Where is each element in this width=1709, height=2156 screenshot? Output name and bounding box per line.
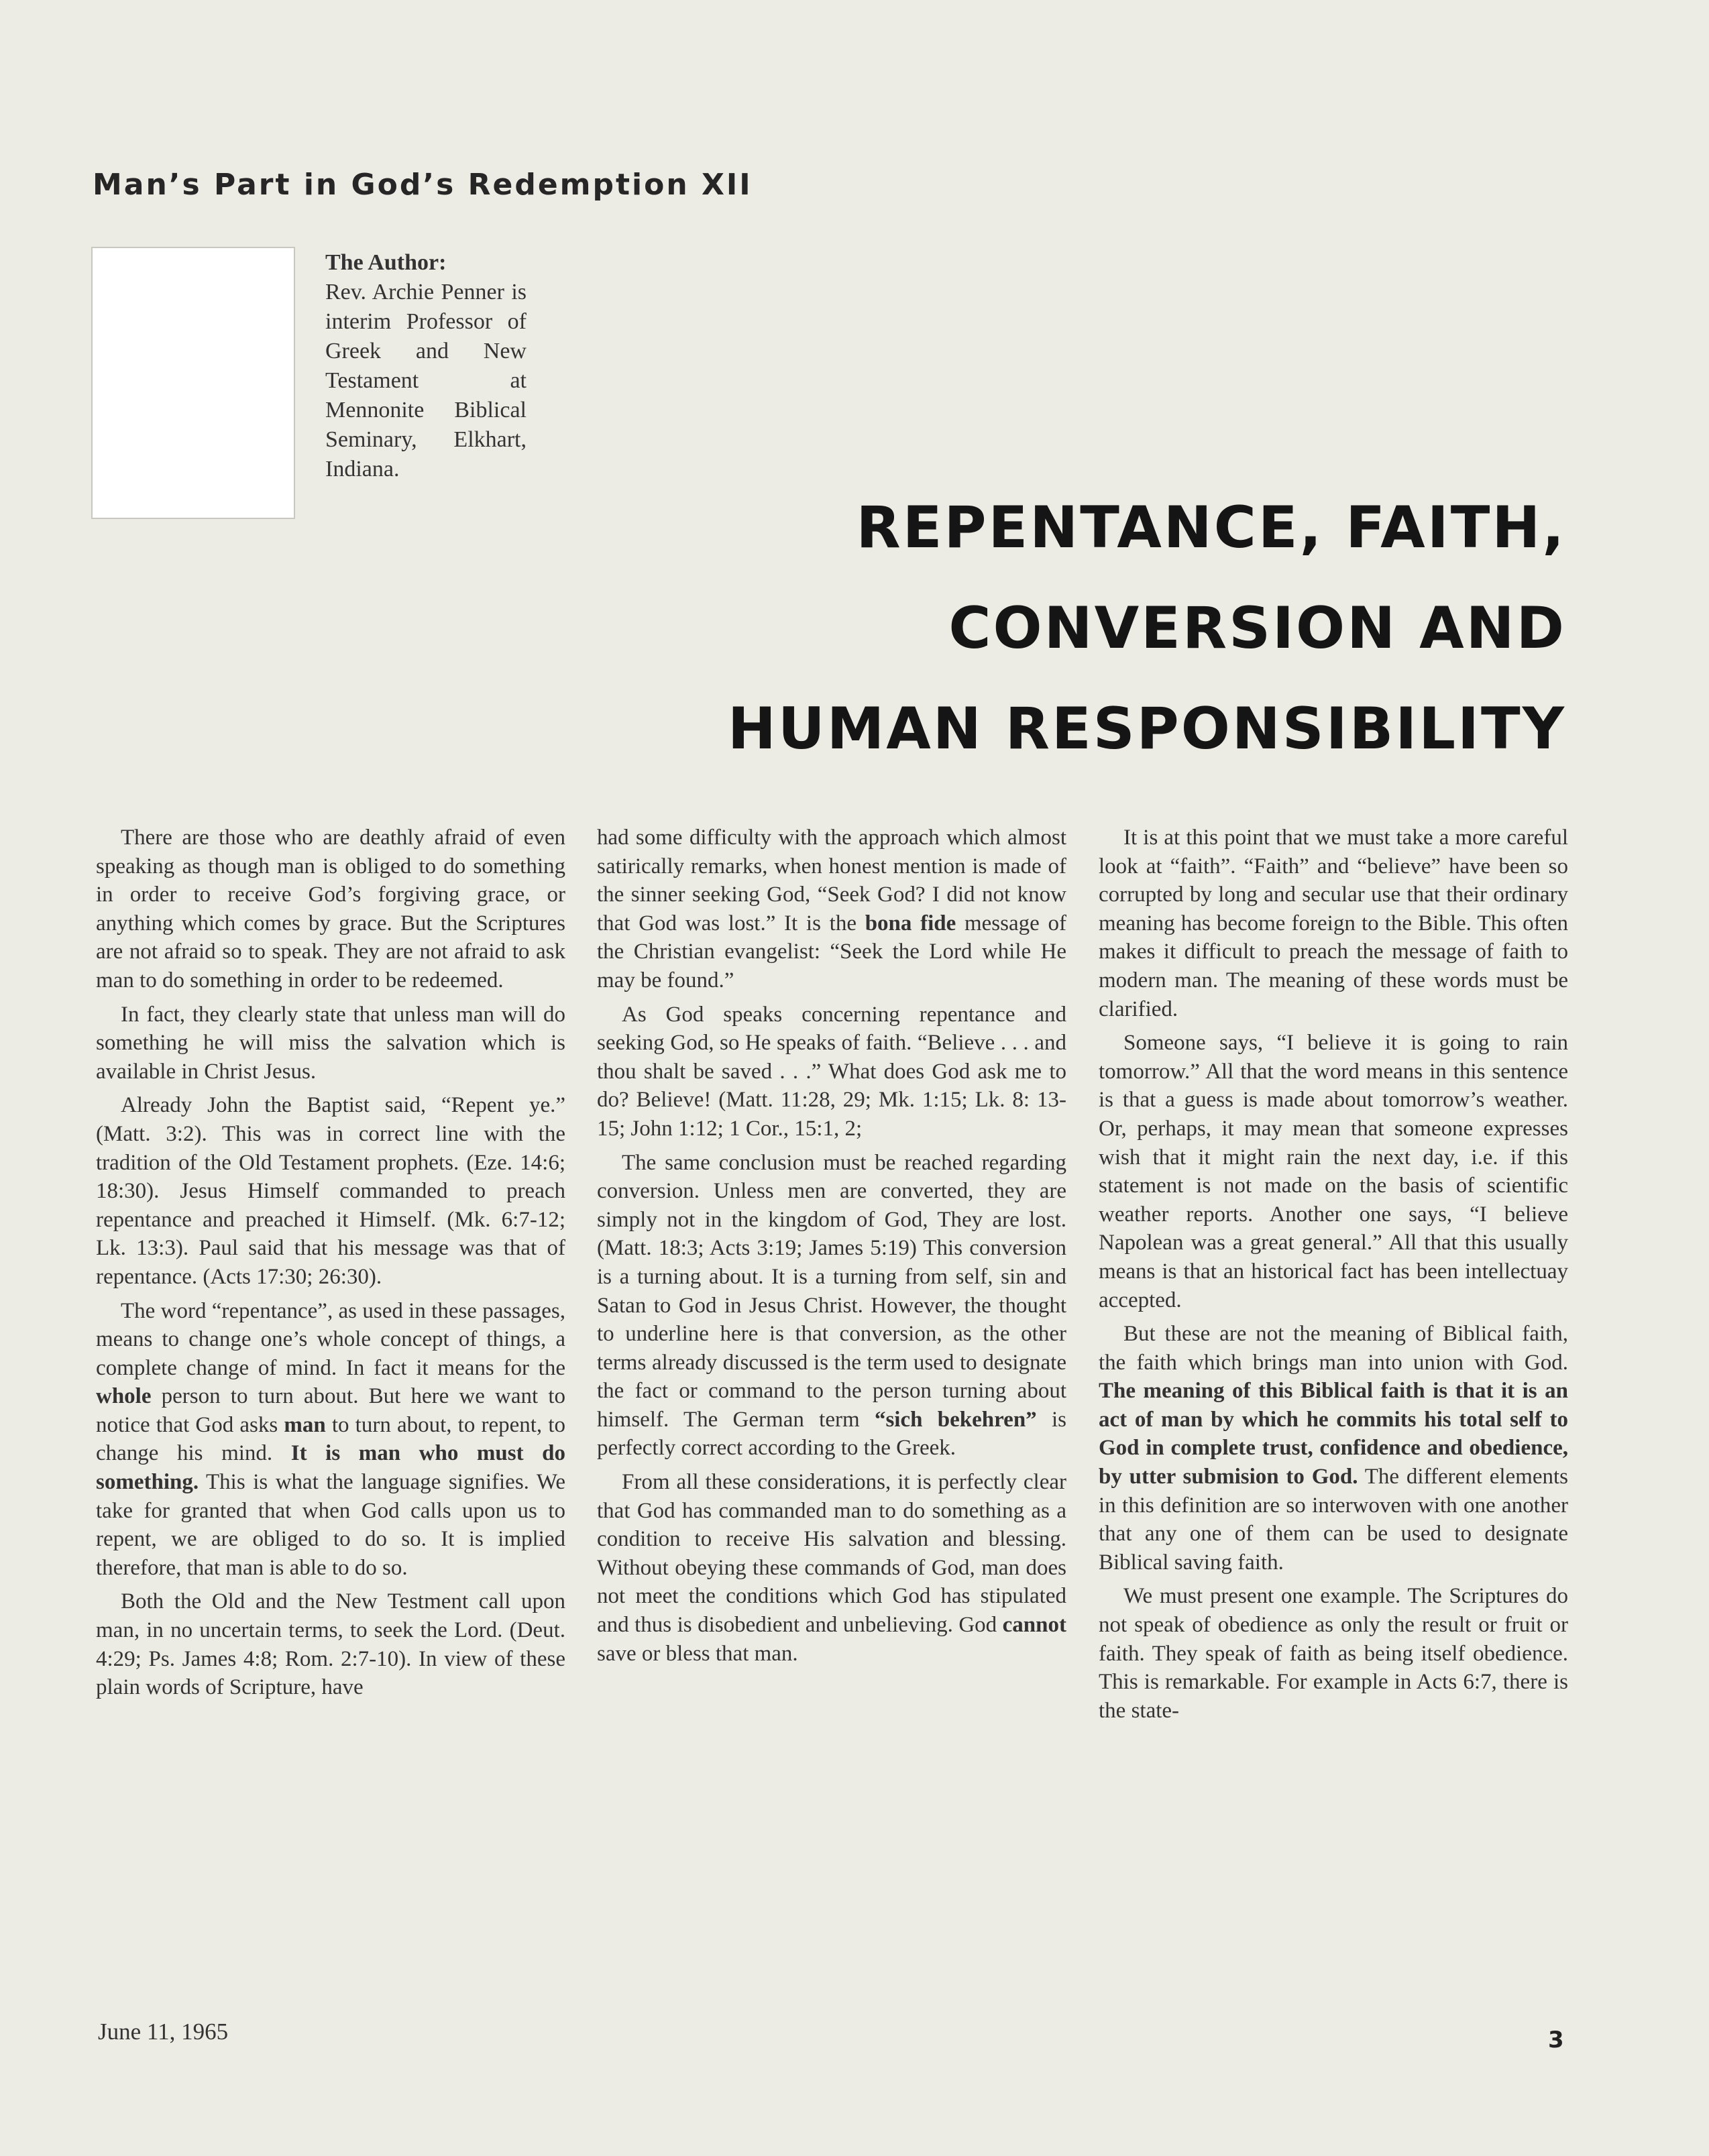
text-run: The word “repentance”, as used in these passages, means to change one’s whole concept of things, a complete change of mind. In fact it means for the [96,1298,565,1380]
bold-run: cannot [1002,1613,1066,1638]
footer-date: June 11, 1965 [98,2019,229,2045]
bold-run: It is man who must do something. [96,1441,565,1495]
paragraph [597,1149,1066,1463]
paragraph: We must present one example. The Scriptures do not speak of obedience as only the result or fruit or faith. They speak of faith as being itself obedience. This is remarkable. For example in Acts 6:7, there is the state- [1099,1584,1568,1723]
paragraph: Both the Old and the New Testment call upon man, in no uncertain terms, to seek the Lord. (Deut. 4:29; Ps. James 4:8; Rom. 2:7-10). In view of these plain words of Scripture, have [96,1589,565,1700]
paragraph: In fact, they clearly state that unless man will do something he will miss the salvation which is available in Christ Jesus. [96,1002,565,1084]
title-line-1: REPENTANCE, FAITH, [856,494,1566,561]
paragraph: Someone says, “I believe it is going to rain tomorrow.” All that the word means in this sentence is that a guess is made about tomorrow’s weather. Or, perhaps, it may mean that someone expresses wish that it might rain the next day, i.e. if this statement is not made on the basis of scientific weather reports. Another one says, “I believe Napolean was a great general.” All that this usually means is that an historical fact has been intellectuay accepted. [1099,1031,1568,1312]
bold-run: “sich bekehren” [874,1407,1037,1432]
body-column-1 [96,824,565,1707]
text-run: to turn about, to repent, to change his mind. [96,1412,565,1466]
bold-run: bona fide [865,911,956,935]
series-title: Man’s Part in God’s Redemption XII [93,168,753,202]
paragraph: Already John the Baptist said, “Repent ye.” (Matt. 3:2). This was in correct line with the tradition of the Old Testament prophets. (Eze. 14:6; 18:30). Jesus Himself commanded to preach repentance and preached it Himself. (Mk. 6:7-12; Lk. 13:3). Paul said that his message was that of repentance. (Acts 17:30; 26:30). [96,1093,565,1289]
text-run: The different elements in this definition are so interwoven with one another that any one of them can be used to designate Biblical saving faith. [1099,1465,1569,1575]
article-title [728,477,1566,779]
paragraph [96,1297,565,1583]
text-run: had some difficulty with the approach which almost satirically remarks, when honest mention is made of the sinner seeking God, “Seek God? I did not know that God was lost.” It is the [597,826,1066,935]
paragraph [597,1468,1066,1668]
text-run: save or bless that man. [597,1641,798,1666]
text-run: is perfectly correct according to the Greek. [597,1407,1067,1461]
body-column-3 [1099,824,1568,1730]
bold-run: whole [96,1384,152,1409]
bold-run: man [284,1412,326,1437]
paragraph [597,824,1066,995]
body-column-2 [597,824,1066,1673]
author-box [325,248,527,484]
text-run: But these are not the meaning of Biblical faith, the faith which brings man into union with God. [1099,1322,1568,1375]
author-photo [91,247,295,519]
text-run: message of the Christian evangelist: “Seek the Lord while He may be found.” [597,911,1066,992]
title-line-2: CONVERSION AND [948,595,1566,662]
paragraph [1099,1320,1568,1577]
paragraph: There are those who are deathly afraid of even speaking as though man is obliged to do something in order to receive God’s forgiving grace, or anything which comes by grace. But the Scriptures are not afraid so to speak. They are not afraid to ask man to do something in order to be redeemed. [96,826,565,992]
text-run: person to turn about. But here we want to notice that God asks [96,1384,565,1437]
text-run: From all these considerations, it is perfectly clear that God has commanded man to do something as a condition to receive His salvation and blessing. Without obeying these commands of God, man does not meet the conditions which God has stipulated and thus is disobedient and unbelieving. God [597,1470,1066,1638]
title-line-3: HUMAN RESPONSIBILITY [727,695,1566,762]
paragraph: It is at this point that we must take a more careful look at “faith”. “Faith” and “believe” have been so corrupted by long and secular use that their ordinary meaning has become foreign to the Bible. This often makes it difficult to preach the message of faith to modern man. The meaning of these words must be clarified. [1099,826,1568,1021]
author-bio: Rev. Archie Penner is interim Professor of Greek and New Testament at Mennonite Biblical Seminary, Elkhart, Indiana. [325,280,527,481]
paragraph: As God speaks concerning repentance and seeking God, so He speaks of faith. “Believe . . . and thou shalt be saved . . .” What does God ask me to do? Believe! (Matt. 11:28, 29; Mk. 1:15; Lk. 8: 13-15; John 1:12; 1 Cor., 15:1, 2; [597,1002,1066,1141]
bold-run: The meaning of this Biblical faith is that it is an act of man by which he commits his total self to God in complete trust, confidence and obedience, by utter submision to God. [1099,1379,1568,1489]
page-number: 3 [1548,2027,1564,2053]
text-run: This is what the language signifies. We take for granted that when God calls upon us to repent, we are obliged to do so. It is implied therefore, that man is able to do so. [96,1470,565,1580]
author-heading: The Author: [325,250,447,275]
text-run: The same conclusion must be reached regarding conversion. Unless men are converted, they are simply not in the kingdom of God, They are lost. (Matt. 18:3; Acts 3:19; James 5:19) This conversion is a turning about. It is a turning from self, sin and Satan to God in Jesus Christ. However, the thought to underline here is that conversion, as the other terms already discussed is the term used to designate the fact or command to the person turning about himself. The German term [597,1150,1066,1432]
